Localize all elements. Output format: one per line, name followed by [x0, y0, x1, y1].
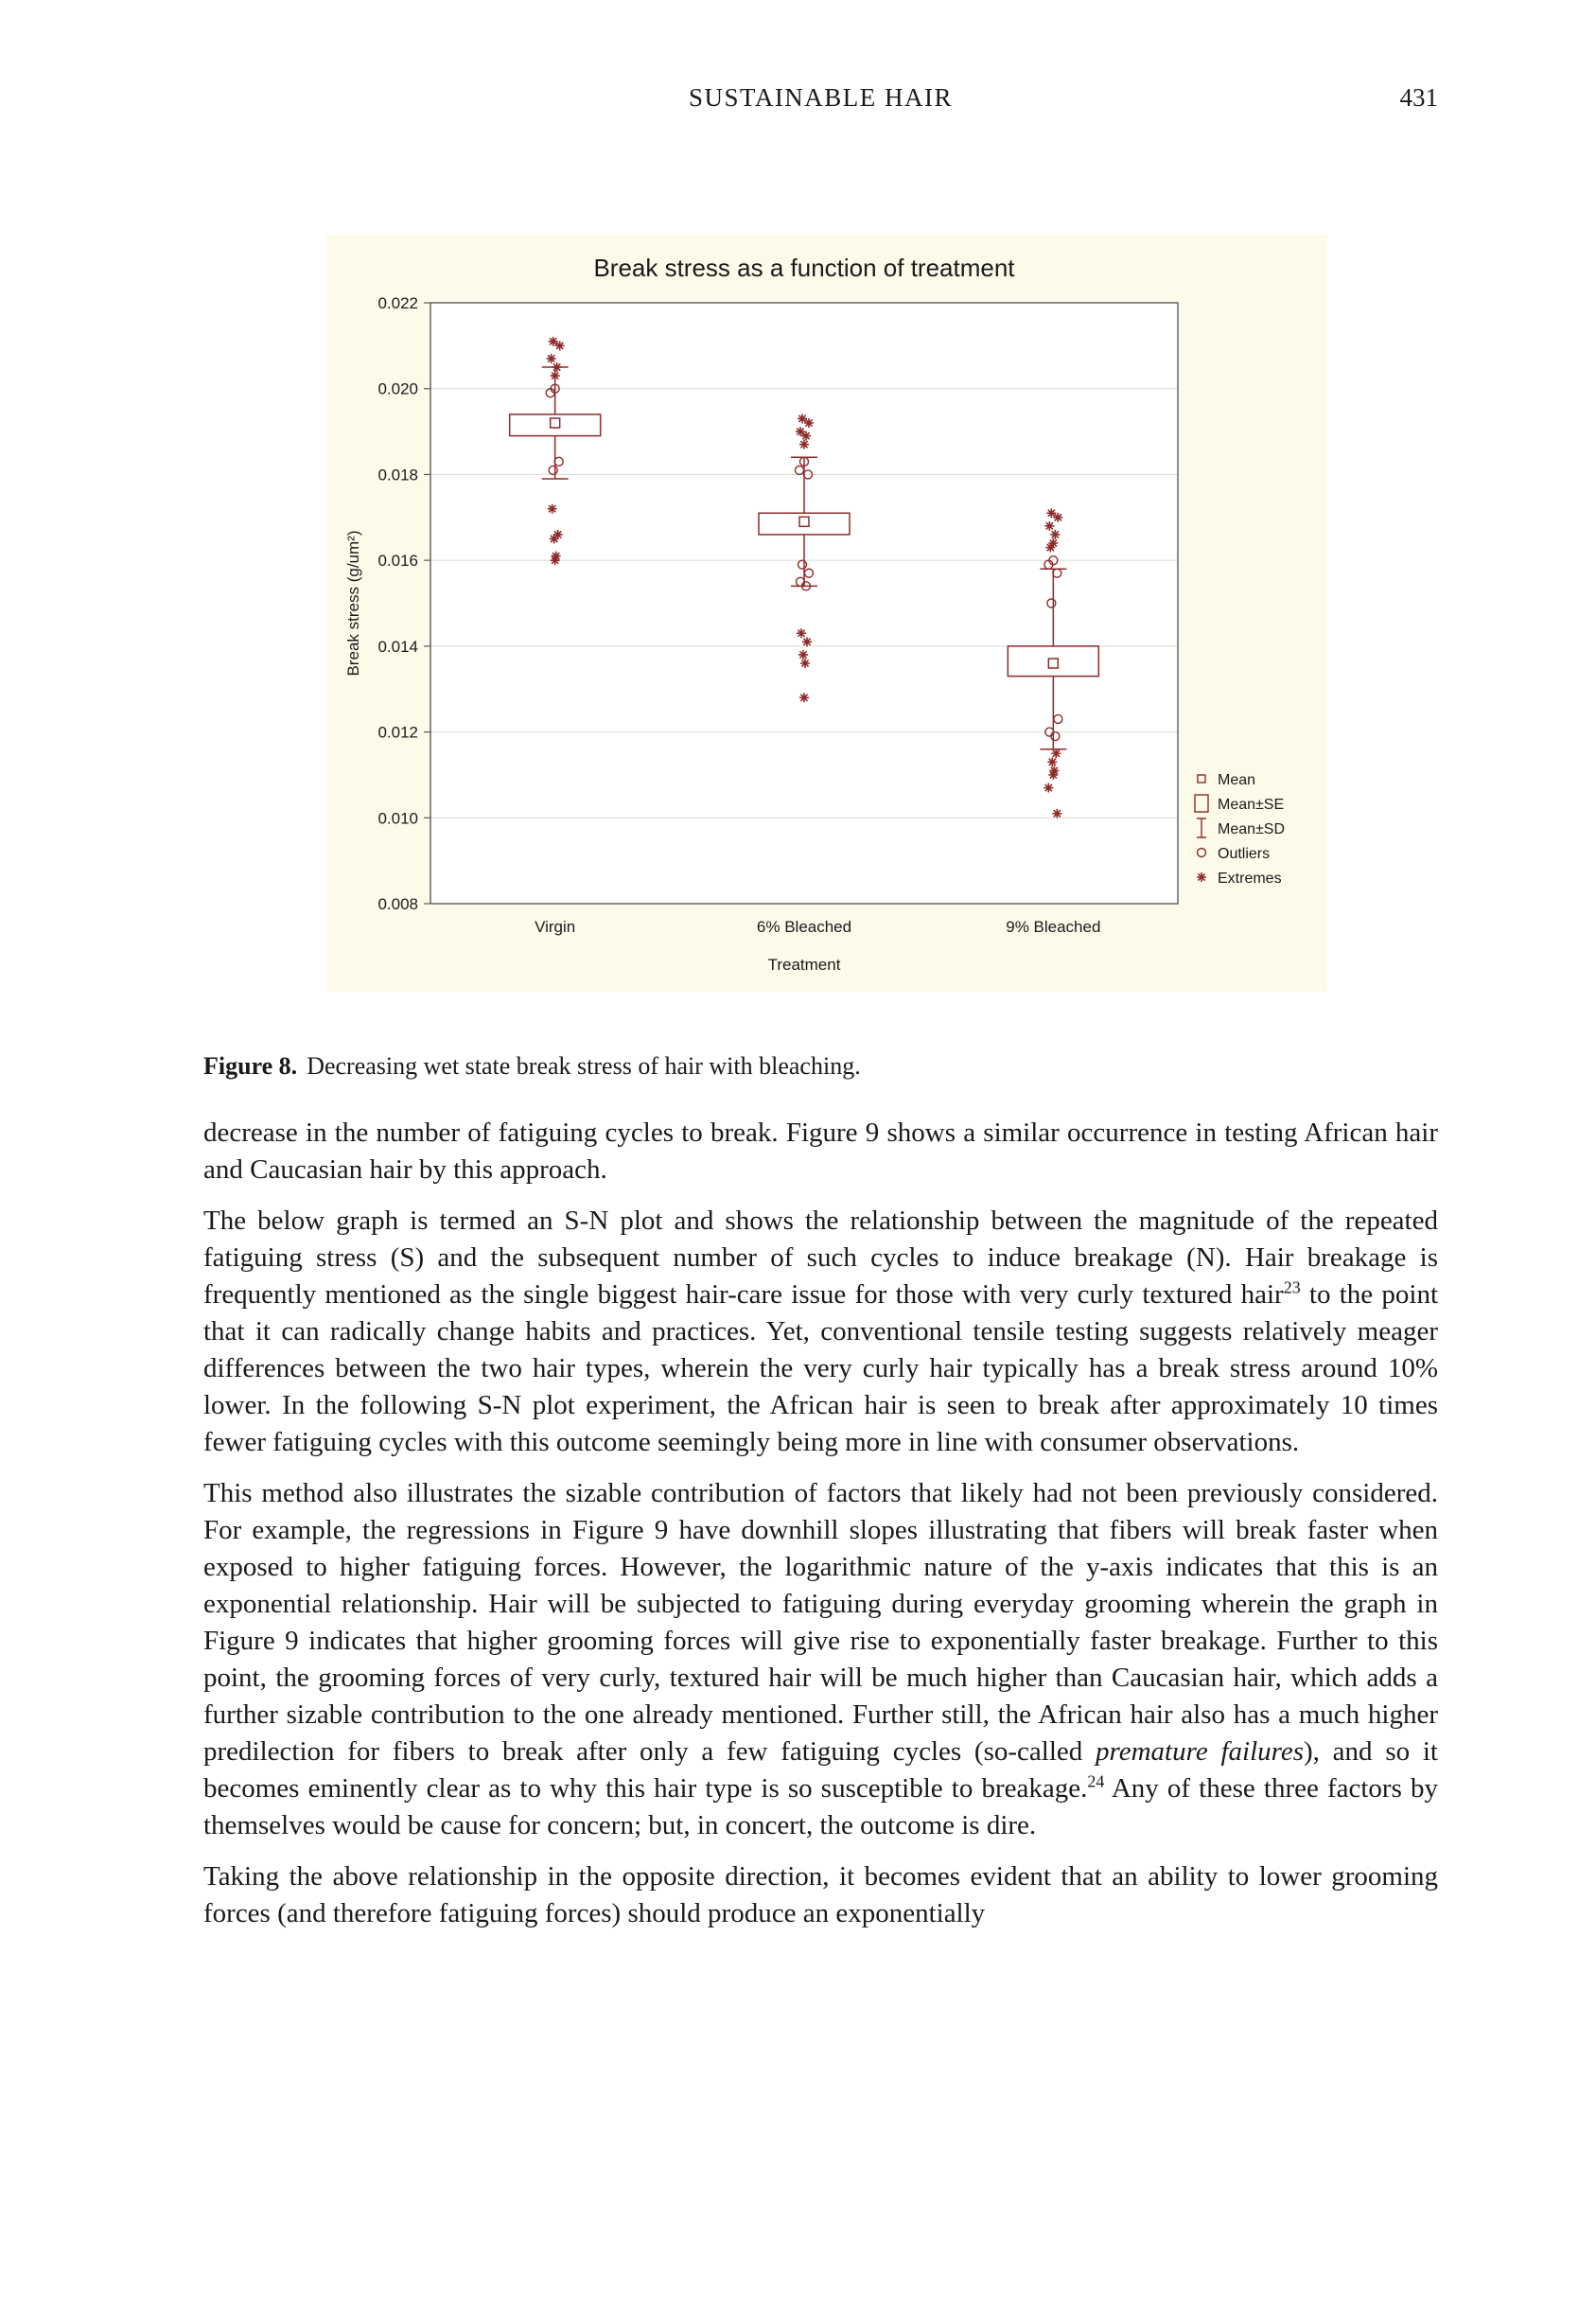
extreme-marker [1044, 521, 1054, 531]
extreme-marker [1048, 770, 1058, 780]
legend-sd-whisker-icon [1197, 819, 1206, 837]
paragraph [203, 1203, 1438, 1461]
legend-label: Mean [1218, 772, 1256, 788]
legend-label: Outliers [1218, 846, 1271, 862]
extreme-marker [549, 337, 558, 346]
running-head [203, 83, 1438, 121]
text-run: The below graph is termed an S-N plot and shows the relationship between the magnitude of the repeated fatiguing stress (S) and the subsequent number of such cycles to induce breakage (N). Hair breakage is frequently mentioned as the single biggest hair-care issue for those with very curly textured hair [203, 1206, 1438, 1310]
footnote-reference: 24 [1087, 1771, 1105, 1791]
y-axis-label: Break stress (g/um²) [344, 530, 362, 677]
mean-marker [551, 418, 560, 428]
extreme-marker [551, 371, 560, 380]
y-tick-label: 0.012 [377, 723, 418, 742]
figure-caption [203, 1052, 1438, 1081]
paragraph [203, 1115, 1438, 1188]
x-category-label: 9% Bleached [1006, 918, 1101, 936]
y-tick-label: 0.020 [377, 379, 418, 398]
extreme-marker [1052, 809, 1061, 819]
extreme-marker [804, 418, 814, 428]
y-tick-label: 0.014 [377, 637, 418, 656]
extreme-marker [1050, 530, 1060, 539]
legend-label: Extremes [1218, 871, 1282, 887]
extreme-marker [547, 354, 556, 363]
x-category-label: Virgin [535, 918, 576, 936]
extreme-marker [552, 362, 562, 372]
figure-caption-label: Figure 8. [203, 1052, 298, 1080]
text-run: Any of these three factors by themselves would be cause for concern; but, in concert, the outcome is dire. [203, 1773, 1438, 1840]
y-tick-label: 0.008 [377, 895, 418, 913]
extreme-marker [799, 693, 809, 702]
extreme-marker [555, 341, 565, 350]
y-tick-label: 0.018 [377, 466, 418, 484]
extreme-marker [548, 504, 557, 514]
legend-label: Mean±SD [1218, 821, 1286, 837]
footnote-reference: 23 [1283, 1277, 1301, 1297]
legend-outlier-icon [1198, 849, 1206, 857]
mean-marker [799, 517, 809, 526]
italic-run: premature failures [1096, 1736, 1304, 1767]
text-run: Taking the above relationship in the opposite direction, it becomes evident that an ability to lower grooming forces (and therefore fatiguing forces) should produce an exponentially [203, 1861, 1438, 1928]
chart-legend [1195, 772, 1285, 887]
plot-area [430, 303, 1178, 904]
extreme-marker [800, 659, 810, 668]
extreme-marker [550, 534, 559, 543]
paragraph [203, 1475, 1438, 1844]
extreme-marker [1046, 508, 1056, 518]
extreme-marker [802, 637, 812, 646]
legend-label: Mean±SE [1218, 797, 1285, 813]
page-title: SUSTAINABLE HAIR [688, 83, 954, 112]
extreme-marker [1044, 783, 1053, 793]
extreme-marker [798, 650, 808, 660]
extreme-marker [1047, 757, 1057, 766]
chart-title: Break stress as a function of treatment [593, 254, 1015, 282]
extreme-marker [1051, 748, 1061, 758]
mean-marker [1048, 659, 1058, 668]
extreme-marker [1197, 872, 1206, 882]
extreme-marker [796, 427, 805, 436]
extreme-marker [1045, 543, 1055, 553]
figure-8-chart-panel [326, 235, 1327, 992]
text-run: decrease in the number of fatiguing cycles to break. Figure 9 shows a similar occurrence in testing African hair and Caucasian hair by this approach. [203, 1118, 1438, 1185]
extreme-marker [1053, 513, 1062, 522]
extreme-marker [799, 440, 809, 449]
page-number: 431 [1399, 83, 1438, 112]
y-tick-label: 0.022 [377, 294, 418, 312]
break-stress-chart [326, 235, 1327, 992]
x-category-label: 6% Bleached [756, 918, 852, 936]
document-body [203, 1115, 1438, 1946]
y-tick-label: 0.010 [377, 809, 418, 828]
extreme-marker [551, 555, 560, 565]
x-axis-label: Treatment [767, 956, 841, 974]
legend-mean-icon [1198, 775, 1205, 783]
legend-se-box-icon [1195, 795, 1208, 812]
figure-caption-text: Decreasing wet state break stress of hair with bleaching. [307, 1052, 861, 1080]
extreme-marker [797, 628, 806, 638]
extreme-marker [798, 414, 807, 423]
paragraph [203, 1858, 1438, 1932]
extreme-marker [801, 431, 811, 441]
text-run: This method also illustrates the sizable contribution of factors that likely had not been previously considered. For example, the regressions in Figure 9 have downhill slopes illustrating that fibers will break faster when exposed to higher fatiguing forces. However, the logarithmic nature of the y-axis indicates that this is an exponential relationship. Hair will be subjected to fatiguing during everyday grooming wherein the graph in Figure 9 indicates that higher grooming forces will give rise to exponentially faster breakage. Further to this point, the grooming forces of very curly, textured hair will be much higher than Caucasian hair, which adds a further sizable contribution to the one already mentioned. Further still, the African hair also has a much higher predilection for fibers to break after only a few fatiguing cycles (so-called [203, 1478, 1438, 1767]
y-tick-label: 0.016 [377, 552, 418, 571]
text-run: ), and so it becomes eminently clear as to why this hair type is so susceptible to breakage. [203, 1736, 1438, 1804]
text-run: to the point that it can radically change habits and practices. Yet, conventional tensile testing suggests relatively meager differences between the two hair types, wherein the very curly hair typically has a break stress around 10% lower. In the following S-N plot experiment, the African hair is seen to break after approximately 10 times fewer fatiguing cycles with this outcome seemingly being more in line with consumer observations. [203, 1279, 1439, 1457]
